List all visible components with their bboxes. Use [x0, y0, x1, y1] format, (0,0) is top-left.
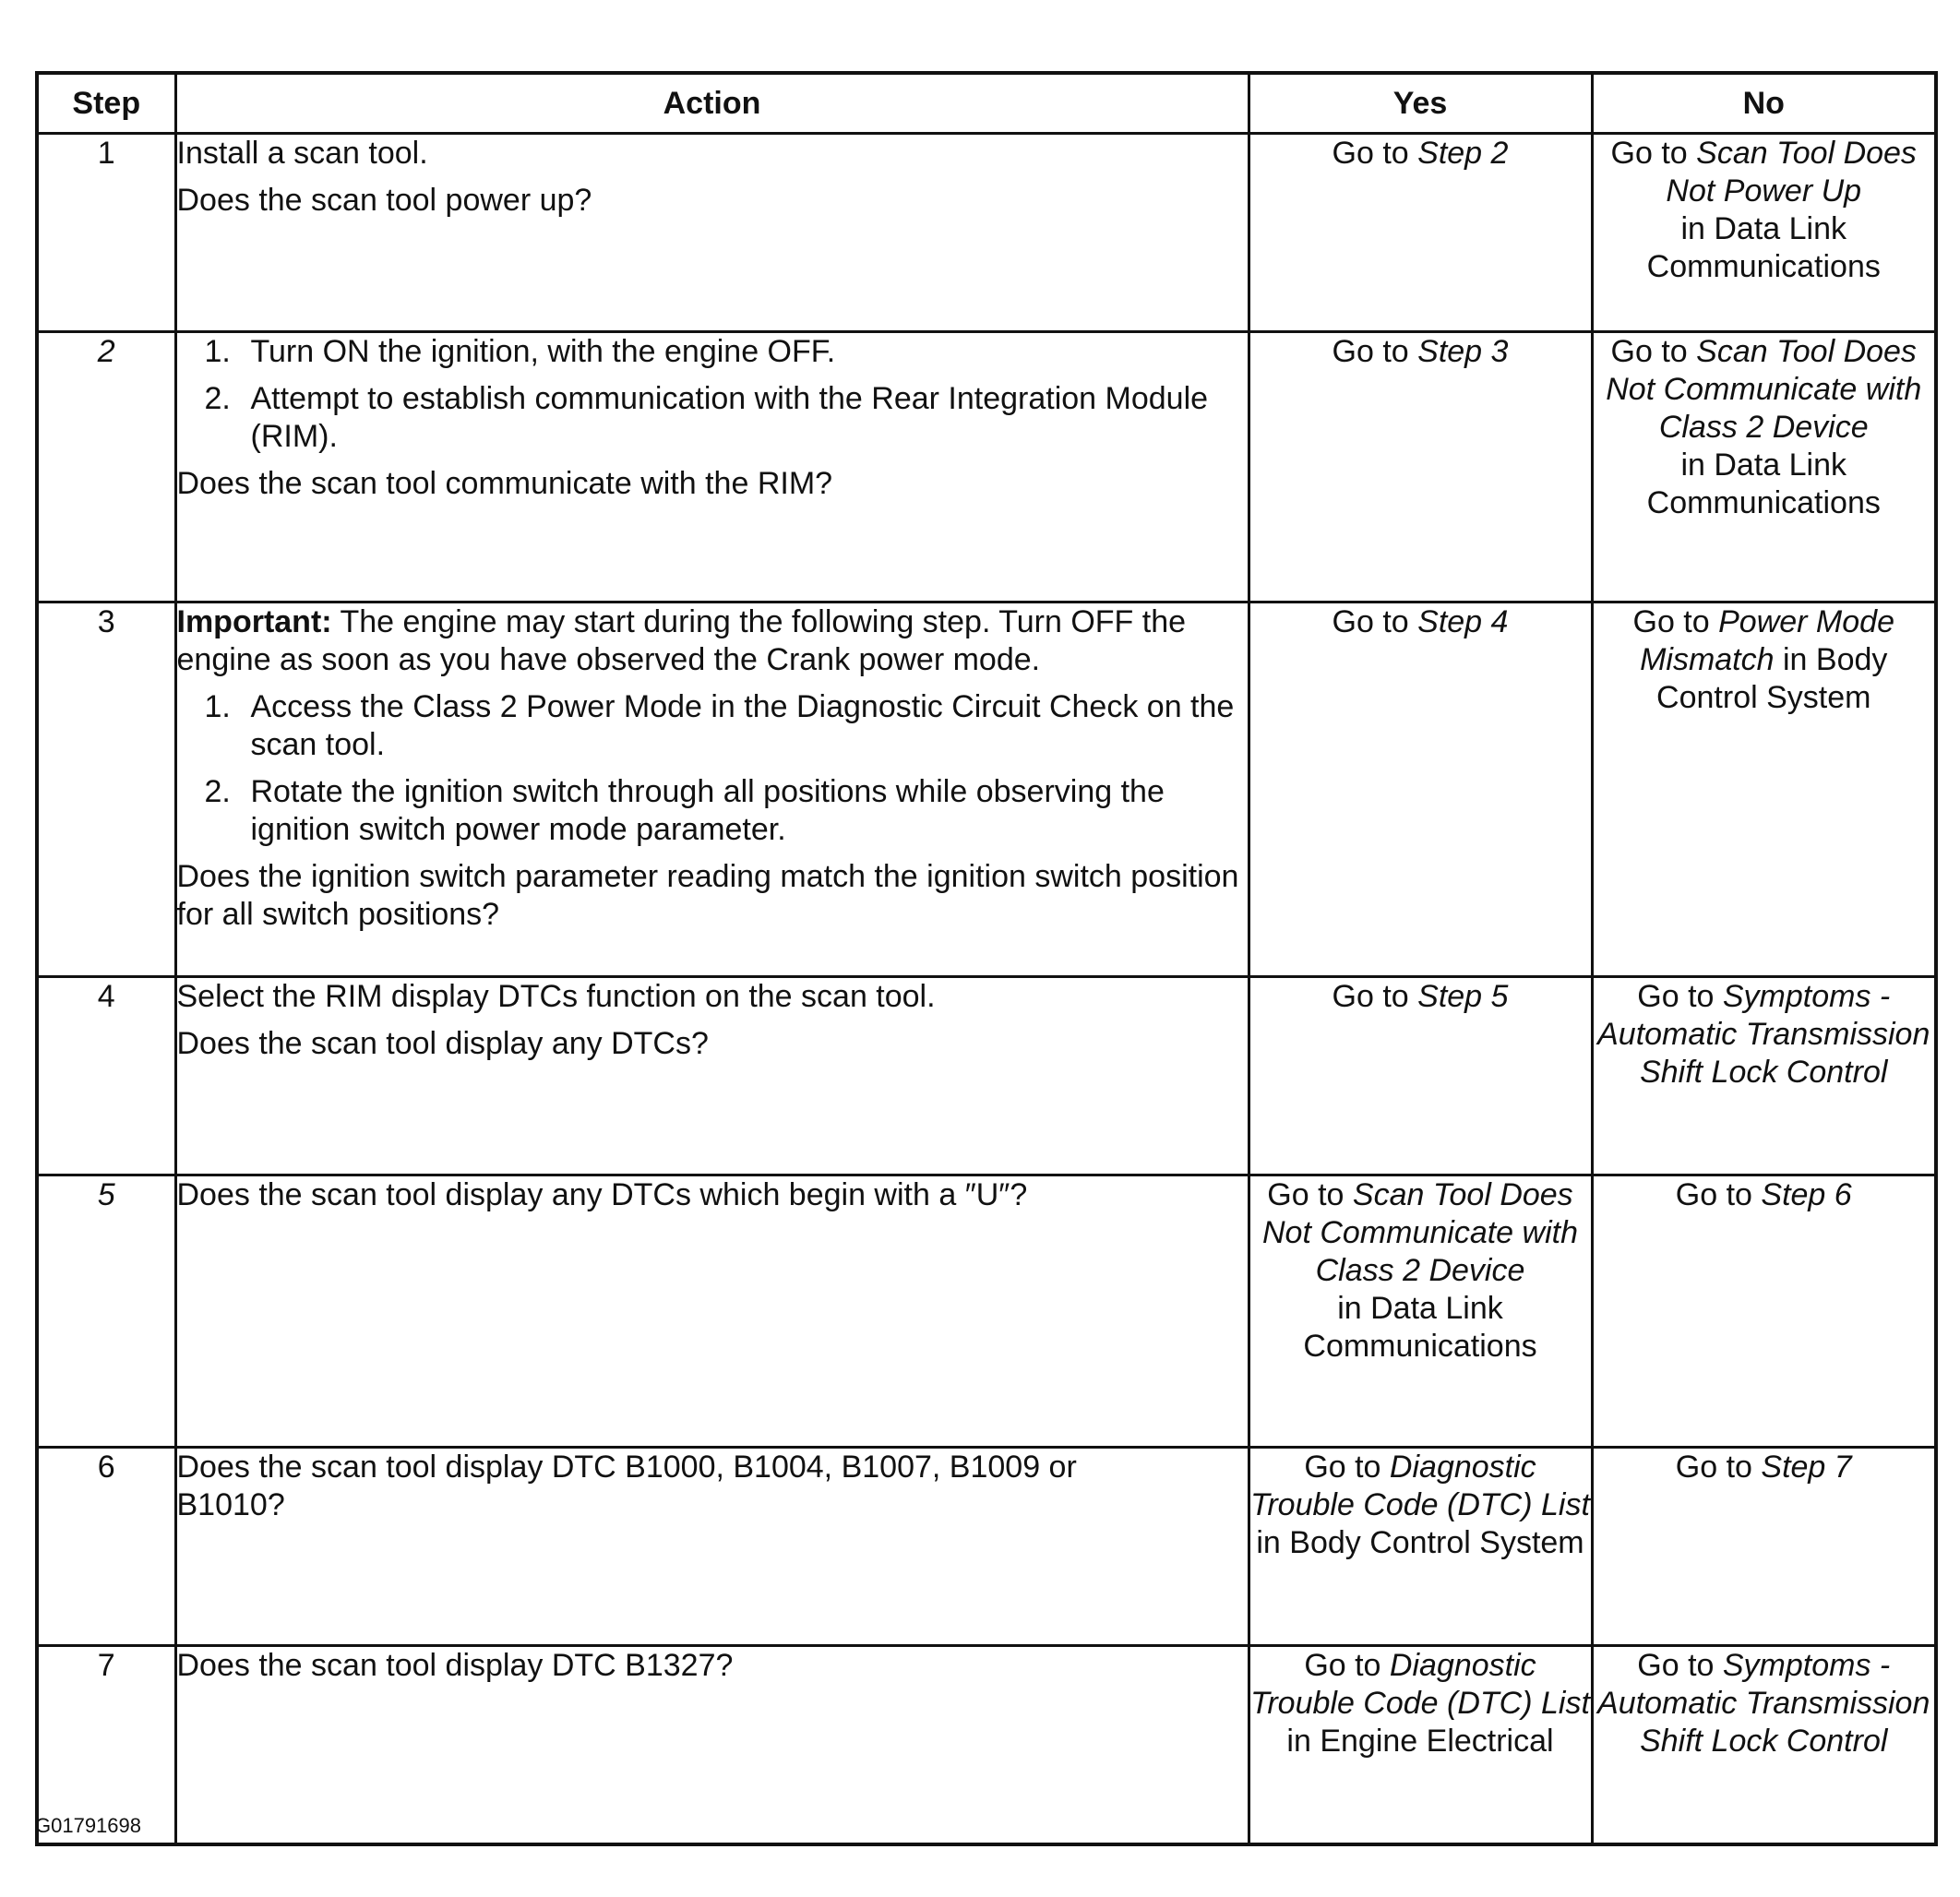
yes-link[interactable]: Diagnostic Trouble Code (DTC) List — [1250, 1648, 1590, 1721]
yes-cell — [1249, 332, 1592, 603]
action-cell — [175, 1448, 1249, 1646]
yes-link[interactable]: Step 3 — [1417, 334, 1509, 369]
action-text: Select the RIM display DTCs function on the scan tool. — [176, 979, 936, 1014]
no-cell — [1592, 1448, 1936, 1646]
action-question: Does the scan tool display DTC B1000, B1004, B1007, B1009 or B1010? — [176, 1450, 1077, 1522]
list-number: 2. — [204, 774, 231, 809]
yes-suffix: in Engine Electrical — [1286, 1724, 1554, 1759]
no-prefix: Go to — [1675, 1450, 1762, 1485]
header-no: No — [1592, 73, 1936, 134]
action-steps-list — [177, 333, 1248, 456]
no-link[interactable]: Step 6 — [1761, 1177, 1852, 1212]
list-item-text: Attempt to establish communication with the Rear Integration Module (RIM). — [250, 381, 1209, 454]
important-note — [177, 603, 1248, 679]
no-cell — [1592, 134, 1936, 332]
yes-prefix: Go to — [1304, 1648, 1390, 1683]
diagnostic-table — [35, 71, 1938, 1846]
action-cell — [175, 1175, 1249, 1448]
table-row — [37, 977, 1936, 1175]
no-suffix: in Data Link Communications — [1646, 211, 1881, 284]
action-question: Does the scan tool communicate with the RIM? — [176, 466, 833, 501]
no-prefix: Go to — [1610, 136, 1697, 171]
yes-cell — [1249, 1448, 1592, 1646]
yes-link[interactable]: Step 4 — [1417, 604, 1509, 639]
yes-prefix: Go to — [1267, 1177, 1353, 1212]
list-number: 1. — [204, 689, 231, 724]
step-number: 3 — [37, 603, 175, 977]
no-link[interactable]: Symptoms - Automatic Transmission Shift Lock Control — [1597, 979, 1930, 1090]
step-number: 6 — [37, 1448, 175, 1646]
action-text: Install a scan tool. — [176, 136, 428, 171]
list-item — [177, 380, 1248, 456]
no-cell — [1592, 1175, 1936, 1448]
table-row — [37, 1448, 1936, 1646]
yes-prefix: Go to — [1304, 1450, 1390, 1485]
no-cell — [1592, 1646, 1936, 1845]
step-number: 1 — [37, 134, 175, 332]
header-action: Action — [175, 73, 1249, 134]
yes-prefix: Go to — [1332, 979, 1418, 1014]
no-cell — [1592, 603, 1936, 977]
list-item — [177, 688, 1248, 764]
list-number: 2. — [204, 381, 231, 416]
list-item-text: Access the Class 2 Power Mode in the Diagnostic Circuit Check on the scan tool. — [250, 689, 1235, 762]
header-row — [37, 73, 1936, 134]
action-question: Does the scan tool display DTC B1327? — [176, 1648, 734, 1683]
list-item — [177, 773, 1248, 849]
table-row — [37, 332, 1936, 603]
step-number: 7 — [37, 1646, 175, 1845]
action-question: Does the scan tool display any DTCs which begin with a ″U″? — [176, 1177, 1028, 1212]
action-cell — [175, 977, 1249, 1175]
action-question: Does the scan tool display any DTCs? — [176, 1026, 709, 1061]
no-prefix: Go to — [1637, 979, 1723, 1014]
no-link[interactable]: Power Mode Mismatch — [1640, 604, 1894, 677]
header-step: Step — [37, 73, 175, 134]
action-cell — [175, 1646, 1249, 1845]
yes-suffix: in Data Link Communications — [1303, 1291, 1537, 1364]
yes-cell — [1249, 977, 1592, 1175]
no-cell — [1592, 332, 1936, 603]
list-number: 1. — [204, 334, 231, 369]
step-number-text: 2 — [97, 334, 115, 369]
yes-link[interactable]: Scan Tool Does Not Communicate with Class 2 Device — [1261, 1177, 1578, 1288]
step-number-text: 5 — [97, 1177, 115, 1212]
table-row — [37, 1175, 1936, 1448]
yes-link[interactable]: Step 2 — [1417, 136, 1509, 171]
no-link[interactable]: Scan Tool Does Not Communicate with Class 2 Device — [1606, 334, 1922, 445]
action-steps-list — [177, 688, 1248, 849]
yes-cell — [1249, 603, 1592, 977]
no-prefix: Go to — [1632, 604, 1719, 639]
yes-link[interactable]: Step 5 — [1417, 979, 1509, 1014]
action-cell — [175, 332, 1249, 603]
no-prefix: Go to — [1675, 1177, 1762, 1212]
header-yes: Yes — [1249, 73, 1592, 134]
diagnostic-table-container — [35, 71, 1934, 1846]
action-cell — [175, 134, 1249, 332]
action-question: Does the scan tool power up? — [176, 183, 592, 218]
yes-cell — [1249, 134, 1592, 332]
table-row — [37, 1646, 1936, 1845]
no-link[interactable]: Symptoms - Automatic Transmission Shift Lock Control — [1597, 1648, 1930, 1759]
no-suffix: in Body Control System — [1656, 642, 1888, 715]
table-row — [37, 603, 1936, 977]
no-prefix: Go to — [1610, 334, 1697, 369]
yes-cell — [1249, 1646, 1592, 1845]
no-link[interactable]: Scan Tool Does Not Power Up — [1666, 136, 1917, 209]
important-label: Important: — [176, 604, 332, 639]
yes-prefix: Go to — [1332, 334, 1418, 369]
step-number: 4 — [37, 977, 175, 1175]
no-prefix: Go to — [1637, 1648, 1723, 1683]
yes-link[interactable]: Diagnostic Trouble Code (DTC) List — [1250, 1450, 1590, 1522]
list-item-text: Turn ON the ignition, with the engine OFF. — [250, 334, 836, 369]
step-number — [37, 1175, 175, 1448]
no-link[interactable]: Step 7 — [1761, 1450, 1852, 1485]
figure-code: G01791698 — [35, 1814, 141, 1837]
no-suffix: in Data Link Communications — [1646, 447, 1881, 520]
list-item-text: Rotate the ignition switch through all positions while observing the ignition switch power mode parameter. — [250, 774, 1165, 847]
step-number — [37, 332, 175, 603]
action-cell — [175, 603, 1249, 977]
yes-prefix: Go to — [1332, 136, 1418, 171]
list-item — [177, 333, 1248, 371]
table-row — [37, 134, 1936, 332]
yes-cell — [1249, 1175, 1592, 1448]
important-text: The engine may start during the following step. Turn OFF the engine as soon as you have observed the Crank power mode. — [176, 604, 1187, 677]
yes-prefix: Go to — [1332, 604, 1418, 639]
action-question: Does the ignition switch parameter reading match the ignition switch position for all switch positions? — [176, 859, 1239, 932]
yes-suffix: in Body Control System — [1256, 1525, 1584, 1560]
no-cell — [1592, 977, 1936, 1175]
